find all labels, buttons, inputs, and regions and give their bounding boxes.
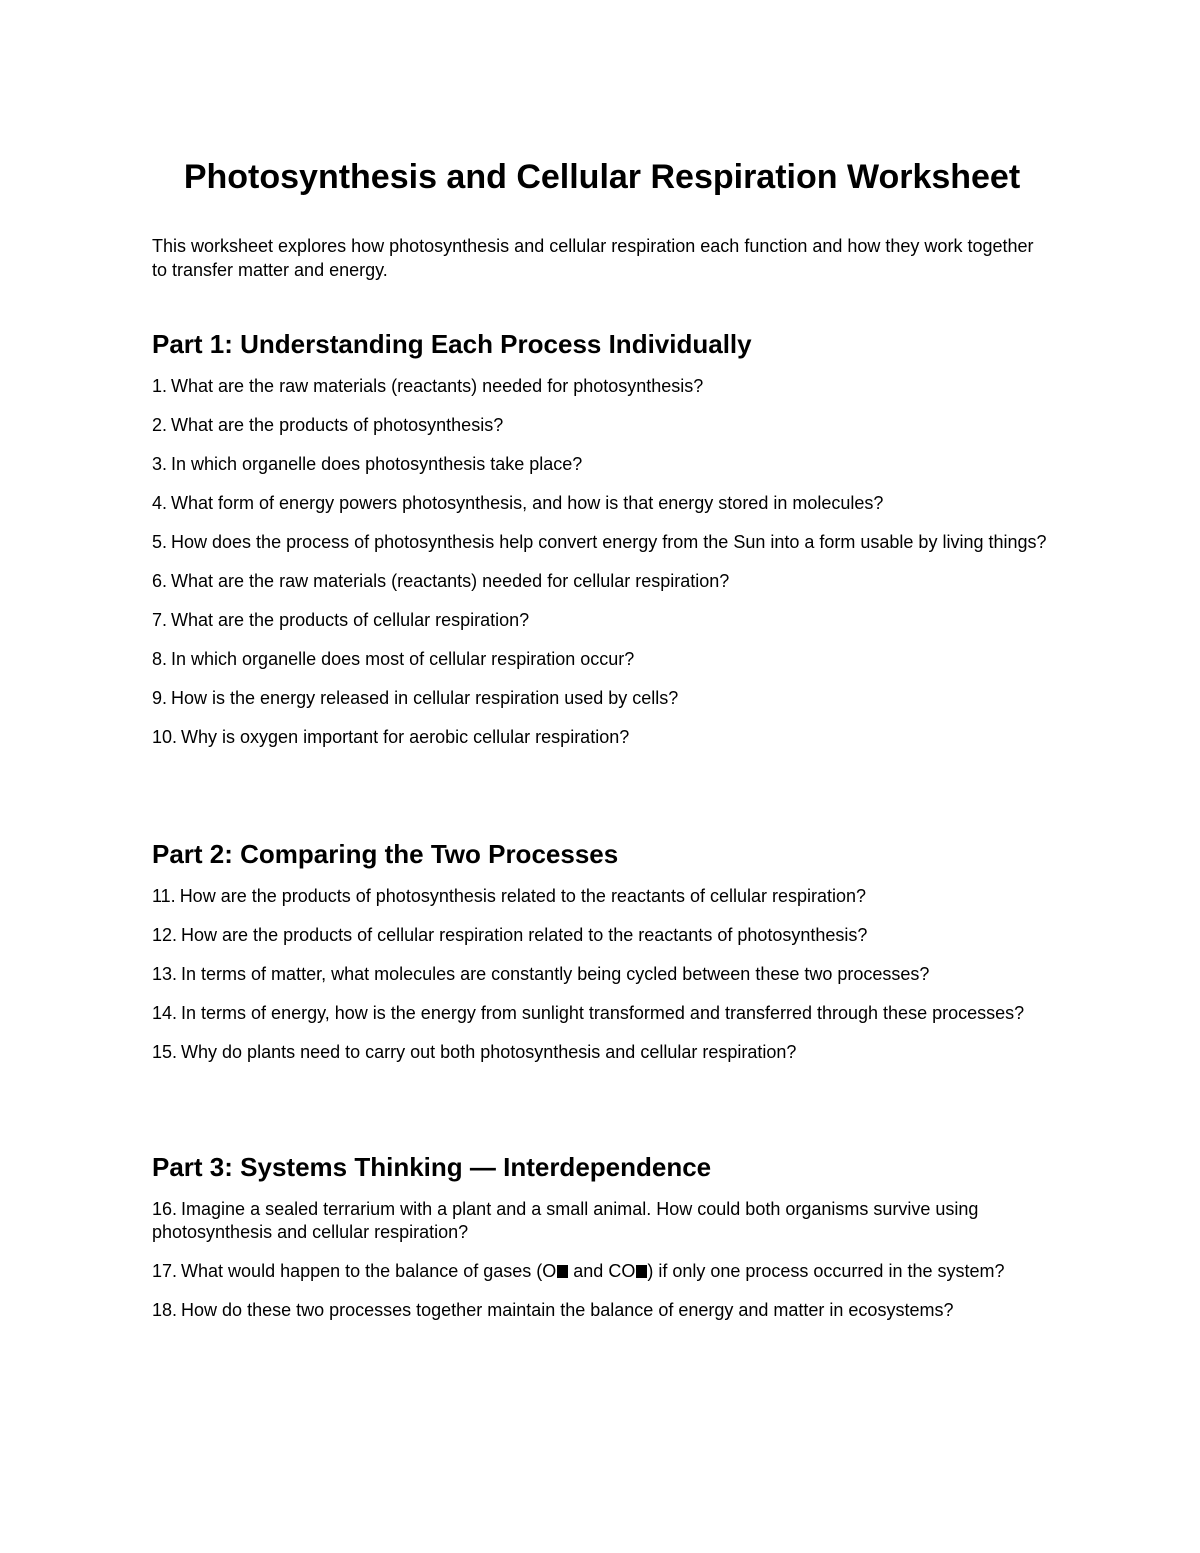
- question-number: 6.: [152, 571, 168, 591]
- question-13: [152, 963, 1052, 986]
- question-12: [152, 924, 1052, 947]
- question-9: [152, 687, 1052, 710]
- page-title: Photosynthesis and Cellular Respiration Worksheet: [183, 158, 1021, 196]
- question-number: 18.: [152, 1300, 178, 1320]
- question-16: [152, 1198, 1052, 1244]
- question-text: Imagine a sealed terrarium with a plant and a small animal. How could both organisms survive using photosynthesis and cellular respiration?: [152, 1199, 979, 1242]
- question-number: 2.: [152, 415, 168, 435]
- question-number: 5.: [152, 532, 168, 552]
- question-5: [152, 531, 1052, 554]
- question-number: 15.: [152, 1042, 178, 1062]
- question-2: [152, 414, 1052, 437]
- question-number: 8.: [152, 649, 168, 669]
- question-text-part-b: and CO: [568, 1261, 636, 1281]
- question-text: How are the products of photosynthesis related to the reactants of cellular respiration?: [179, 886, 867, 906]
- question-number: 7.: [152, 610, 168, 630]
- question-text: Why is oxygen important for aerobic cellular respiration?: [181, 727, 630, 747]
- question-number: 12.: [152, 925, 178, 945]
- question-text-part-c: ) if only one process occurred in the system?: [647, 1261, 1005, 1281]
- question-number: 4.: [152, 493, 168, 513]
- part-1-heading: Part 1: Understanding Each Process Individually: [152, 329, 752, 359]
- intro-paragraph: This worksheet explores how photosynthesis and cellular respiration each function and how they work together to transfer matter and energy.: [152, 236, 1034, 280]
- question-number: 14.: [152, 1003, 178, 1023]
- question-text: How are the products of cellular respiration related to the reactants of photosynthesis?: [181, 925, 868, 945]
- question-text: How is the energy released in cellular respiration used by cells?: [171, 688, 679, 708]
- question-text: What are the raw materials (reactants) needed for cellular respiration?: [171, 571, 730, 591]
- question-text: How do these two processes together maintain the balance of energy and matter in ecosystems?: [181, 1300, 954, 1320]
- question-10: [152, 726, 1052, 749]
- question-text: In which organelle does photosynthesis take place?: [171, 454, 583, 474]
- question-text: In which organelle does most of cellular respiration occur?: [171, 649, 635, 669]
- part-2-heading: Part 2: Comparing the Two Processes: [152, 839, 619, 869]
- missing-subscript-glyph: [636, 1265, 647, 1278]
- question-1: [152, 375, 1052, 398]
- question-7: [152, 609, 1052, 632]
- question-6: [152, 570, 1052, 593]
- question-text: How does the process of photosynthesis help convert energy from the Sun into a form usable by living things?: [171, 532, 1047, 552]
- question-number: 10.: [152, 727, 178, 747]
- missing-subscript-glyph: [557, 1265, 568, 1278]
- question-18: [152, 1299, 1052, 1322]
- question-17: [152, 1260, 1052, 1283]
- question-14: [152, 1002, 1052, 1025]
- question-text: What form of energy powers photosynthesis, and how is that energy stored in molecules?: [171, 493, 884, 513]
- question-number: 1.: [152, 376, 168, 396]
- question-number: 11.: [152, 886, 176, 906]
- question-8: [152, 648, 1052, 671]
- question-4: [152, 492, 1052, 515]
- question-number: 13.: [152, 964, 178, 984]
- question-number: 3.: [152, 454, 168, 474]
- question-text: What are the raw materials (reactants) needed for photosynthesis?: [171, 376, 704, 396]
- question-text: In terms of energy, how is the energy from sunlight transformed and transferred through these processes?: [181, 1003, 1025, 1023]
- question-number: 9.: [152, 688, 168, 708]
- question-number: 16.: [152, 1199, 178, 1219]
- question-15: [152, 1041, 1052, 1064]
- question-text: What are the products of cellular respiration?: [171, 610, 530, 630]
- question-11: [152, 885, 1052, 908]
- part-3-question-list: [152, 1198, 1052, 1338]
- part-3-heading: Part 3: Systems Thinking — Interdependence: [152, 1152, 712, 1182]
- part-1-question-list: [152, 375, 1052, 765]
- question-text: What are the products of photosynthesis?: [171, 415, 504, 435]
- question-text: Why do plants need to carry out both photosynthesis and cellular respiration?: [181, 1042, 797, 1062]
- question-number: 17.: [152, 1261, 178, 1281]
- question-text: In terms of matter, what molecules are constantly being cycled between these two processes?: [181, 964, 930, 984]
- part-2-question-list: [152, 885, 1052, 1080]
- question-text-part-a: What would happen to the balance of gases (O: [181, 1261, 557, 1281]
- question-3: [152, 453, 1052, 476]
